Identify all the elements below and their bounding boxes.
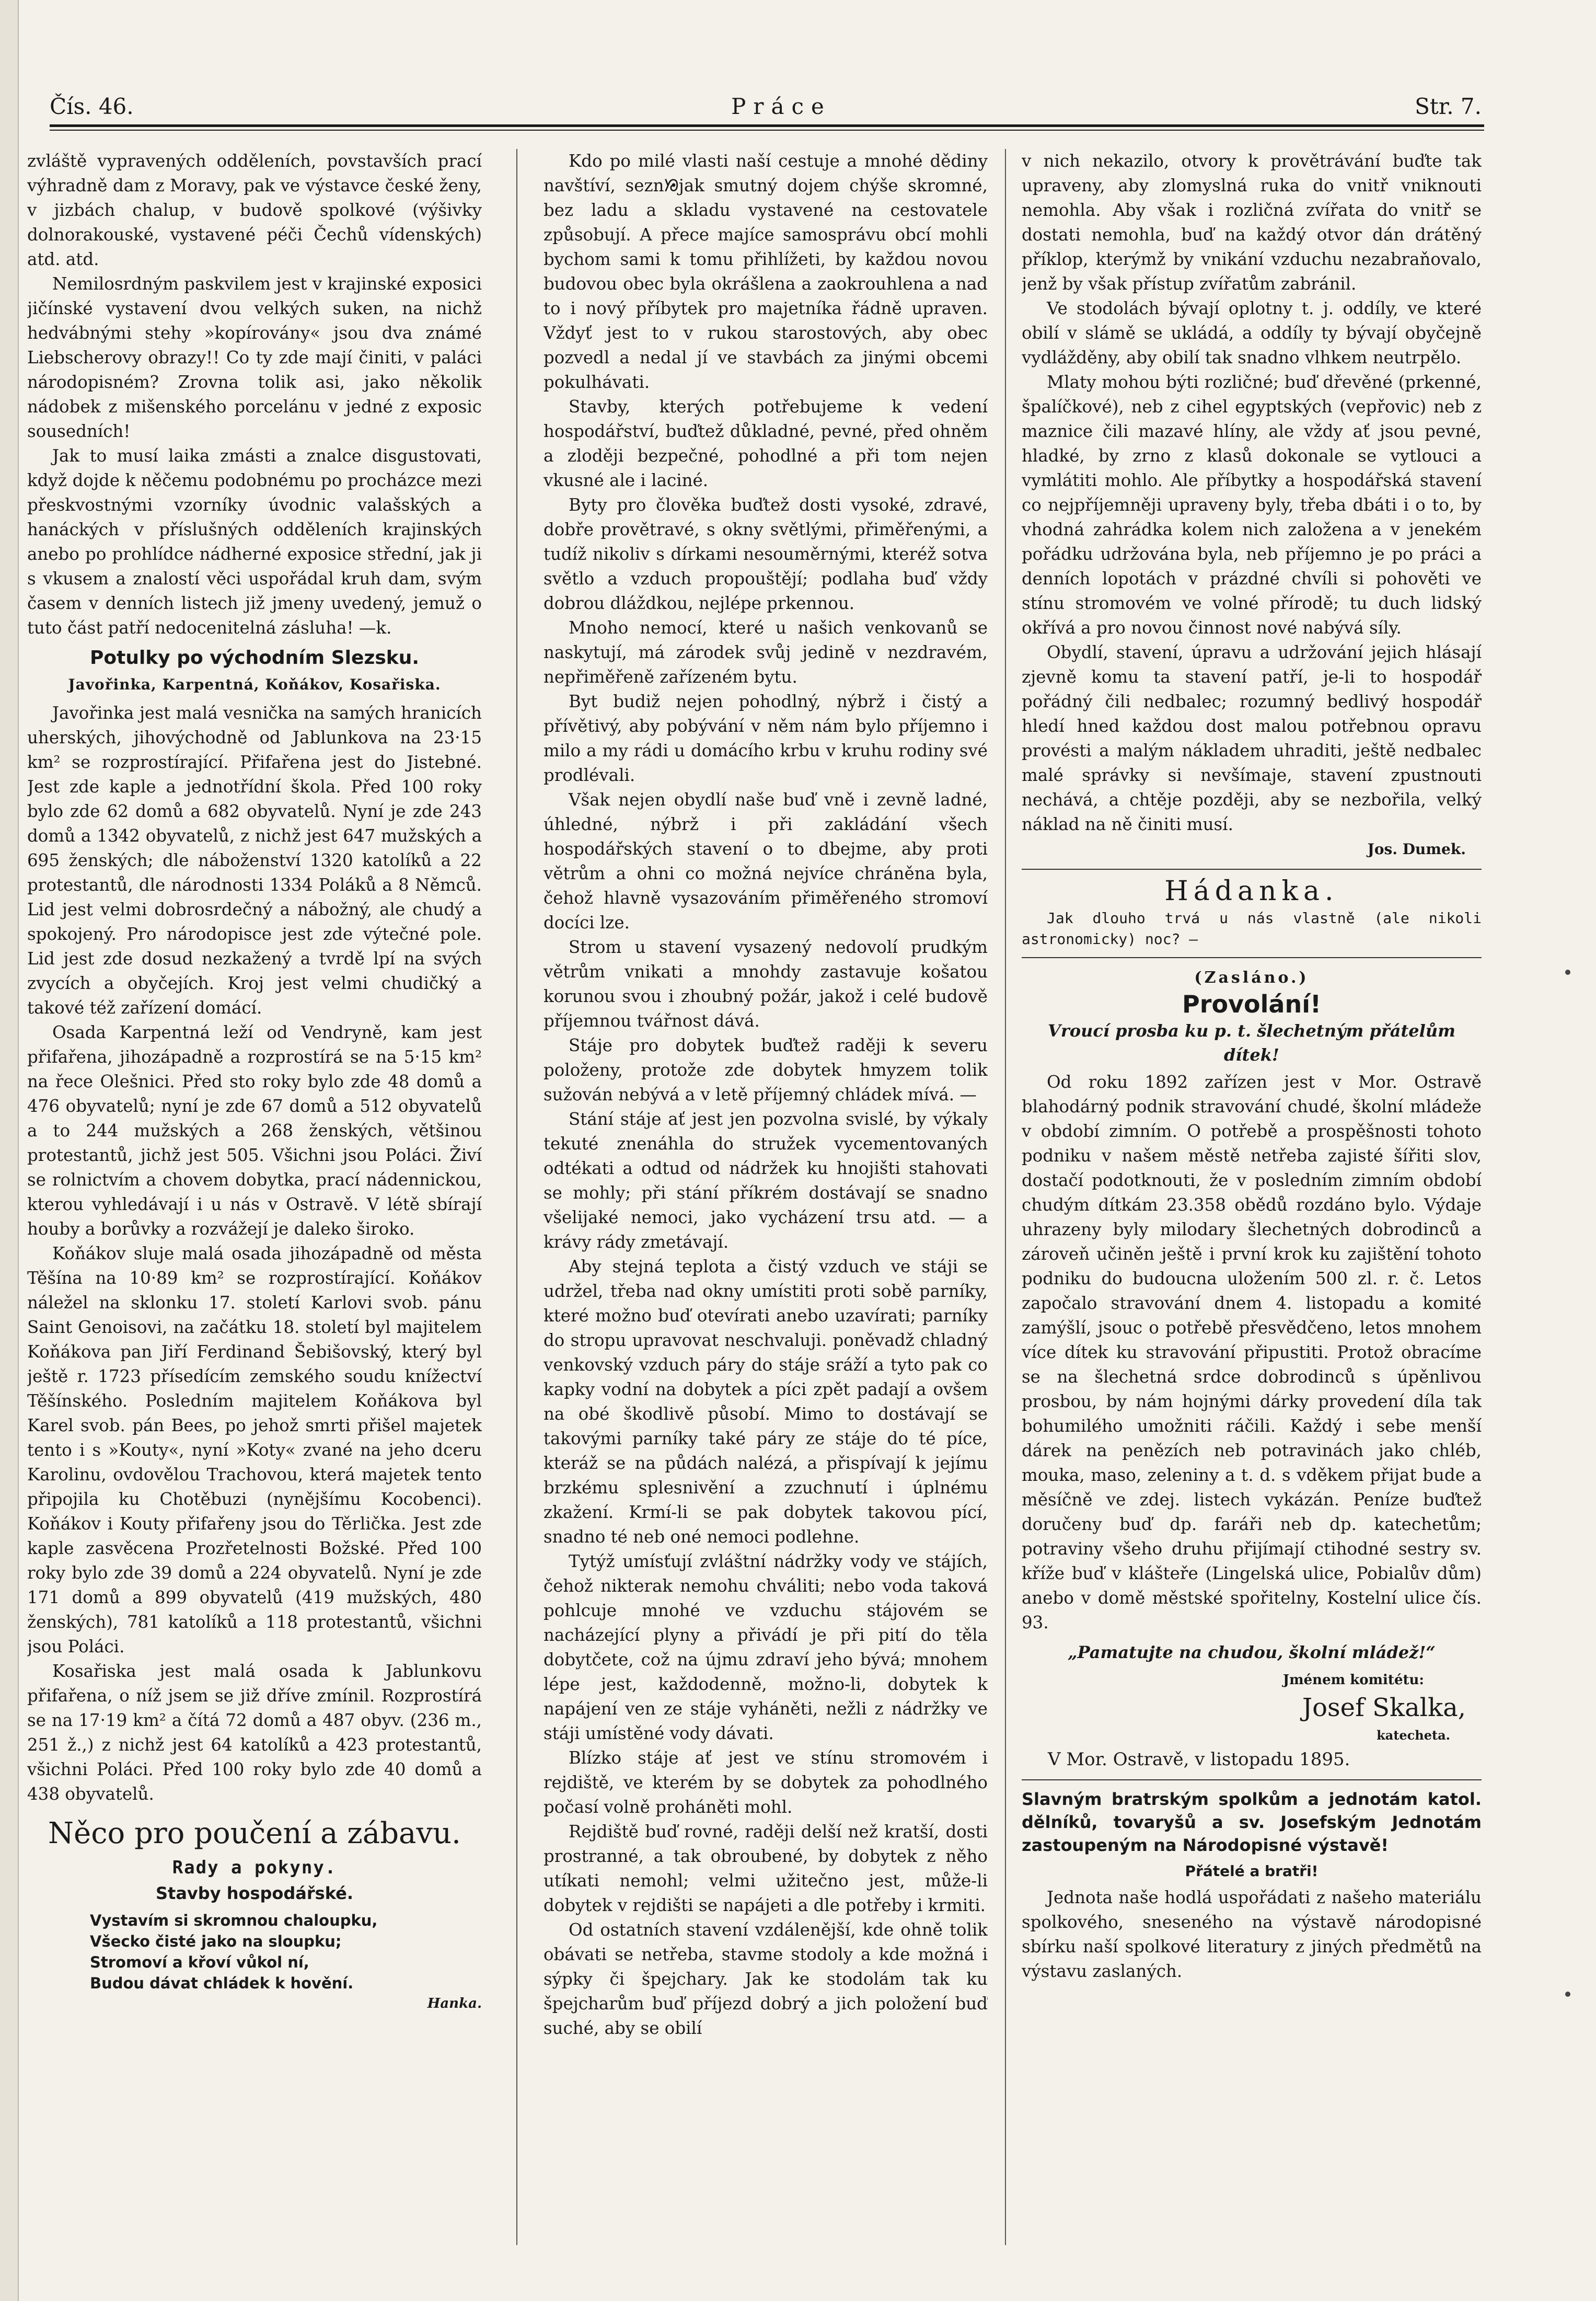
paragraph: Jak to musí laika zmásti a znalce disgustovati, když dojde k něčemu podobnému po procházce mezi přeskvostnými vzorníky úvodnic valašských a hanáckých v příslušných odděleních krajinských anebo po prohlídce nádherné exposice střední, jak ji s vkusem a znalostí věci uspořádal kruh dam, svým časem v denních listech již jmeny uvedený, jemuž o tuto část patří nedocenitelná zásluha! —k. — [27, 446, 482, 638]
section-heading-neco: Něco pro poučení a zábavu. — [48, 1816, 461, 1850]
page-binding-edge — [0, 0, 19, 2301]
place-date: V Mor. Ostravě, v listopadu 1895. — [1048, 1749, 1350, 1770]
article-subheading: Javořinka, Karpentná, Koňákov, Kosařiska. — [68, 676, 441, 693]
section-divider — [1022, 869, 1482, 870]
paragraph: Tytýž umísťují zvláštní nádržky vody ve stájích, čehož nikterak nemohu chváliti; nebo voda taková pohlcuje mnohé ve vzduchu stájovém se nacházející plyny a přivádí je při pití do těla dobytčete, což na újmu zdraví jeho bývá; mnohem lépe jest, každodenně, možno-li, dobytek k napájení ven ze stáje vyháněti, nežli z nádržky ve stáji umístěné vody dávati. — [543, 1551, 988, 1743]
signatory-title: katecheta. — [1377, 1728, 1450, 1743]
riddle-text: Jak dlouho trvá u nás vlastně (ale nikoli astronomicky) noc? — — [1022, 910, 1482, 948]
paragraph: Od roku 1892 zařízen jest v Mor. Ostravě blahodárný podnik stravování chudé, školní mládeže v období zimním. O potřebě a prospěšnosti tohoto podniku v našem městě netřeba zajisté šířiti slov, dostačí podotknouti, že v posledním zimním období chudým dítkám 23.358 obědů rozdáno bylo. Výdaje uhrazeny byly milodary šlechetných dobrodinců a zároveň učiněn ještě i první krok ku zajištění tohoto podniku do budoucna uložením 500 zl. r. č. Letos započalo stravování dnem 4. listopadu a komité zamýšlí, jsouc o potřebě přesvědčeno, letos mnohem více dítek ku stravování připustiti. Protož obracíme se na šlechetná srdce dobrodinců s úpěnlivou prosbou, by nám hojnými dárky provedení díla tak bohumilého umožniti ráčili. Každý i sebe menší dárek na penězích neb potravinách jako chléb, mouka, maso, zeleniny a t. d. s vděkem přijat bude a měsíčně ve zdej. listech vykázán. Peníze buďtež doručeny buď dp. faráři neb dp. katechetům; potraviny všeho druhu přijímají ctihodné sestry sv. kříže buď v klášteře (Lingelská ulice, Pobialův dům) anebo v domě městské spořitelny, Kostelní ulice čís. 93. — [1022, 1072, 1482, 1632]
column-2 — [543, 149, 988, 2271]
paragraph: Mlaty mohou býti rozličné; buď dřevěné (prkenné, špalíčkové), neb z cihel egyptských (vepřovic) neb z maznice čili mazavé hlíny, ale vždy ať jsou pevné, hladké, by zrno z klasů dokonale se vytlouci a vymlátiti mohlo. Ale příbytky a hospodářská stavení co nejpříjemněji upraveny byly, třeba dbáti i o to, by vhodná zahrádka kolem nich založena a v jenekém pořádku udržována byla, neb příjemno je po práci a denních lopotách v prázdné chvíli si pohověti ve stínu stromovém ve volné přírodě; tu duch lidský okřívá a pro novou činnost nové nabývá síly. — [1022, 372, 1482, 638]
poem-line: Všecko čisté jako na sloupku; — [90, 1932, 342, 1950]
submitted-label: (Zasláno.) — [1194, 969, 1309, 987]
column-divider-1 — [516, 149, 517, 2245]
newspaper-title: Práce — [731, 94, 831, 119]
paragraph: Mnoho nemocí, které u našich venkovanů se naskytují, má zárodek svůj jedině v nezdravém, nepřiměřeně zařízeném bytu. — [543, 618, 988, 687]
poem-line: Budou dávat chládek k hovění. — [90, 1974, 354, 1992]
paragraph: Kdo po milé vlasti naší cestuje a mnohé dědiny navštíví, seznᘠjak smutný dojem chýše skromné, bez ladu a skladu vystavené na cestovatele způsobují. A přece majíce samosprávu obcí mohli bychom sami k tomu přihlížeti, by každou novou budovou obec byla okrášlena a zaokrouhlena a nad to i nový příbytek pro majetníka řádně upraven. Vždyť jest to v rukou starostových, aby obec pozvedl a nedal jí ve stavbách za jinými obcemi pokulhávati. — [543, 151, 988, 392]
paragraph: Strom u stavení vysazený nedovolí prudkým větrům vnikati a mnohdy zastavuje košatou korunou svou i zhoubný požár, jakož i celé budově příjemnou tvářnost dává. — [543, 937, 988, 1031]
paragraph: Blízko stáje ať jest ve stínu stromovém i rejdiště, ve kterém by se dobytek za pohodlného počasí volně proháněti mohl. — [543, 1748, 988, 1817]
paragraph: Koňákov sluje malá osada jihozápadně od města Těšína na 10·89 km² se rozprostírající. Koňákov náležel na sklonku 17. století Karlovi svob. pánu Saint Genoisovi, na začátku 18. století byl majitelem Koňákova pan Jiří Ferdinand Šebišovský, který byl ještě r. 1723 přísedícím zemského soudu knížectví Těšínského. Posledním majitelem Koňákova byl Karel svob. pán Bees, po jehož smrti přišel majetek tento i s »Kouty«, nyní »Koty« zvané na jeho dceru Karolinu, ovdovělou Trachovou, která majetek tento připojila ku Chotěbuzi (nynějšímu Kocobenci). Koňákov i Kouty přifařeny jsou do Těrlička. Jest zde kaple zasvěcena Prozřetelnosti Božské. Před 100 roky bylo zde 39 domů a 224 obyvatelů. Nyní je zde 171 domů a 899 obyvatelů (419 mužských, 480 ženských), 781 katolíků a 118 protestantů, všichni jsou Poláci. — [27, 1244, 482, 1656]
proclamation-subheading: Vroucí prosba ku p. t. šlechetným přátelům dítek! — [1048, 1021, 1455, 1065]
paragraph: zvláště vypravených odděleních, povstavších prací výhradně dam z Moravy, pak ve výstavce české ženy, v jizbách chalup, v budově spolkové (výšivky dolnorakouské, vystavené péči Čechů vídenských) atd. atd. — [27, 151, 482, 269]
column-3 — [1022, 149, 1482, 2271]
print-speck — [1565, 1992, 1570, 1997]
section-divider — [1022, 957, 1482, 958]
issue-number: Čís. 46. — [50, 94, 134, 119]
print-speck — [1565, 970, 1570, 975]
paragraph: Jednota naše hodlá uspořádati z našeho materiálu spolkového, sneseného na výstavě národopisné sbírku naší spolkové literatury z jiných předmětů na výstavu zaslaných. — [1022, 1888, 1482, 1981]
proclamation-heading: Provolání! — [1182, 990, 1321, 1018]
column-1 — [27, 149, 482, 2271]
author-signature: Jos. Dumek. — [1367, 841, 1466, 858]
signatory-name: Josef Skalka, — [1302, 1693, 1466, 1722]
paragraph: v nich nekazilo, otvory k provětrávání buďte tak upraveny, aby zlomyslná ruka do vnitř vniknouti nemohla. Aby však i rozličná zvířata do vnitř se dostati nemohla, buď na každý otvor dán drátěný příklop, kterýmž by vnikání vzduchu nezabraňovalo, jenž by však přístup zvířatům zabránil. — [1022, 151, 1482, 294]
paragraph: Od ostatních stavení vzdálenější, kde ohně tolik obávati se netřeba, stavme stodoly a kde možná i sýpky či špejchary. Jak ke stodolám tak ku špejcharům buď příjezd dobrý a jich položení buď suché, aby se obilí — [543, 1920, 988, 2038]
paragraph: Však nejen obydlí naše buď vně i zevně ladné, úhledné, nýbrž i při zakládání všech hospodářských stavení o to dbejme, aby proti větrům a ohni co možná nejvíce chráněna byla, čehož hlavně vysazováním přiměřeného stromoví docíci lze. — [543, 790, 988, 933]
paragraph: Ve stodolách bývají oplotny t. j. oddíly, ve které obilí v slámě se ukládá, a oddíly ty bývají obyčejně vydlážděny, aby obilí tak snadno vlhkem neutrpělo. — [1022, 298, 1482, 367]
paragraph: Obydlí, stavení, úpravu a udržování jejich hlásají zjevně komu ta stavení patří, je-li to hospodář pořádný čili nedbalec; rozumný bedlivý hospodář hledí hned každou dost malou potřebnou opravu provésti a malým nákladem uhraditi, ještě nedbalec malé správky si nevšímaje, stavení zpustnouti nechává, a chtěje později, aby se nezbořila, velký náklad na ně činiti musí. — [1022, 642, 1482, 834]
riddle-heading: Hádanka. — [1164, 876, 1339, 907]
paragraph: Javořinka jest malá vesnička na samých hranicích uherských, jihovýchodně od Jablunkova na 23·15 km² se rozprostírající. Přifařena jest do Jistebné. Jest zde kaple a jednotřídní škola. Před 100 roky bylo zde 62 domů a 682 obyvatelů. Nyní je zde 243 domů a 1342 obyvatelů, z nichž jest 647 mužských a 695 ženských; dle náboženství 1320 katolíků a 22 protestantů, dle národnosti 1334 Poláků a 8 Němců. Lid jest velmi dobrosrdečný a nábožný, ale chudý a spokojený. Pro národopisce jest zde výtečné pole. Lid jest zde dosud nezkažený a tvrdě lpí na svých zvycích a obyčejích. Kroj jest velmi chudičký a takové též zařízení domácí. — [27, 703, 482, 1018]
section-divider — [1022, 1779, 1482, 1780]
poem-line: Vystavím si skromnou chaloupku, — [90, 1912, 378, 1929]
announcement-heading: Slavným bratrským spolkům a jednotám katol. dělníků, tovaryšů a sv. Josefským Jednotám zastoupeným na Národopisné výstavě! — [1022, 1789, 1482, 1855]
paragraph: Stáje pro dobytek buďtež raději k severu položeny, protože zde dobytek hmyzem tolik sužován nebývá a v letě příjemný chládek mívá. — — [543, 1036, 988, 1105]
paragraph: Kosařiska jest malá osada k Jablunkovu přifařena, o níž jsem se již dříve zmínil. Rozprostírá se na 17·19 km² a čítá 72 domů a 487 obyv. (236 m., 251 ž.,) z nichž jest 64 katolíků a 423 protestantů, všichni Poláci. Před 100 roky bylo zde 40 domů a 438 obyvatelů. — [27, 1661, 482, 1804]
poem — [27, 1910, 482, 1994]
paragraph: Stání stáje ať jest jen pozvolna svislé, by výkaly tekuté znenáhla do stružek vycementovaných odtékati a odtud od nádržek ku hnojišti stahovati se mohly; při stání příkrém dostávají se snadno všelijaké nemoci, jako vycházení trsu atd. — a krávy rády zmetávají. — [543, 1109, 988, 1252]
column-divider-2 — [1005, 149, 1006, 2245]
paragraph: Stavby, kterých potřebujeme k vedení hospodářství, buďtež důkladné, pevné, před ohněm a zloději bezpečné, pohodlné a při tom nejen vkusné ale i laciné. — [543, 397, 988, 490]
salutation: Přátelé a bratři! — [1185, 1862, 1319, 1880]
article-heading-stavby: Stavby hospodářské. — [155, 1883, 353, 1903]
page-header — [50, 93, 1482, 124]
paragraph: Byt budiž nejen pohodlný, nýbrž i čistý a přívětivý, aby pobývání v něm nám bylo příjemno i milo a my rádi u domácího krbu v kruhu rodiny své prodlévali. — [543, 692, 988, 785]
motto: „Pamatujte na chudou, školní mládež!“ — [1068, 1642, 1436, 1662]
paragraph: Rejdiště buď rovné, raději delší než kratší, dosti prostranné, a tak obroubené, by dobytek z něho utíkati nemohl; velmi užitečno jest, může-li dobytek v rejdišti se napájeti a dle potřeby i krmiti. — [543, 1822, 988, 1915]
poem-signature: Hanka. — [427, 1996, 482, 2011]
page-number: Str. 7. — [1415, 94, 1482, 119]
paragraph: Aby stejná teplota a čistý vzduch ve stáji se udržel, třeba nad okny umístiti proti sobě parníky, které možno buď otevírati anebo uzavírati; parníky do stropu upravovat neschvaluji. poněvadž chladný venkovský vzduch páry do stáje sráží a tyto pak co kapky vodní na dobytek a píci zpět padají a ovšem na obé škodlivě působí. Mimo to dostávají se takovými parníky také páry ze stáje do té píce, kteráž se na půdách nalézá, a přispívají k jejímu brzkému splesnivění a zzuchnutí i úplnému zkažení. Krmí-li se pak dobytek takovou pící, snadno té neb oné nemoci podlehne. — [543, 1257, 988, 1547]
committee-label: Jménem komitétu: — [1282, 1672, 1424, 1688]
poem-line: Stromoví a křoví vůkol ní, — [90, 1953, 309, 1971]
header-rule-thick — [50, 124, 1484, 127]
paragraph: Byty pro člověka buďtež dosti vysoké, zdravé, dobře provětravé, s okny světlými, přiměřenými, a tudíž nikoliv s dírkami nesouměrnými, kteréž sotva světlo a vzduch propouštějí; podlaha buď vždy dobrou dláždkou, nejlépe prkennou. — [543, 495, 988, 613]
paragraph: Osada Karpentná leží od Vendryně, kam jest přifařena, jihozápadně a rozprostírá se na 5·15 km² na řece Olešnici. Před sto roky bylo zde 48 domů a 476 obyvatelů; nyní je zde 67 domů a 512 obyvatelů a to 244 mužských a 268 ženských, většinou protestantů, jichž jest 505. Všichni jsou Poláci. Živí se rolnictvím a chovem dobytka, prací nádennickou, kterou vyhledávají i u nás v Ostravě. V létě sbírají houby a borůvky a rozvážejí je daleko široko. — [27, 1022, 482, 1239]
article-heading-potulky: Potulky po východním Slezsku. — [90, 647, 419, 669]
header-rule-thin — [50, 130, 1484, 131]
section-subheading-rady: Rady a pokyny. — [172, 1857, 337, 1878]
paragraph: Nemilosrdným paskvilem jest v krajinské exposici jičínské vystavení dvou velkých suken, na nichž hedvábnými stehy »kopírovány« jsou dva známé Liebscherovy obrazy!! Co ty zde mají činiti, v paláci národopisném? Zrovna tolik asi, jako několik nádobek z mišenského porcelánu v jedné z exposic sousedních! — [27, 274, 482, 441]
